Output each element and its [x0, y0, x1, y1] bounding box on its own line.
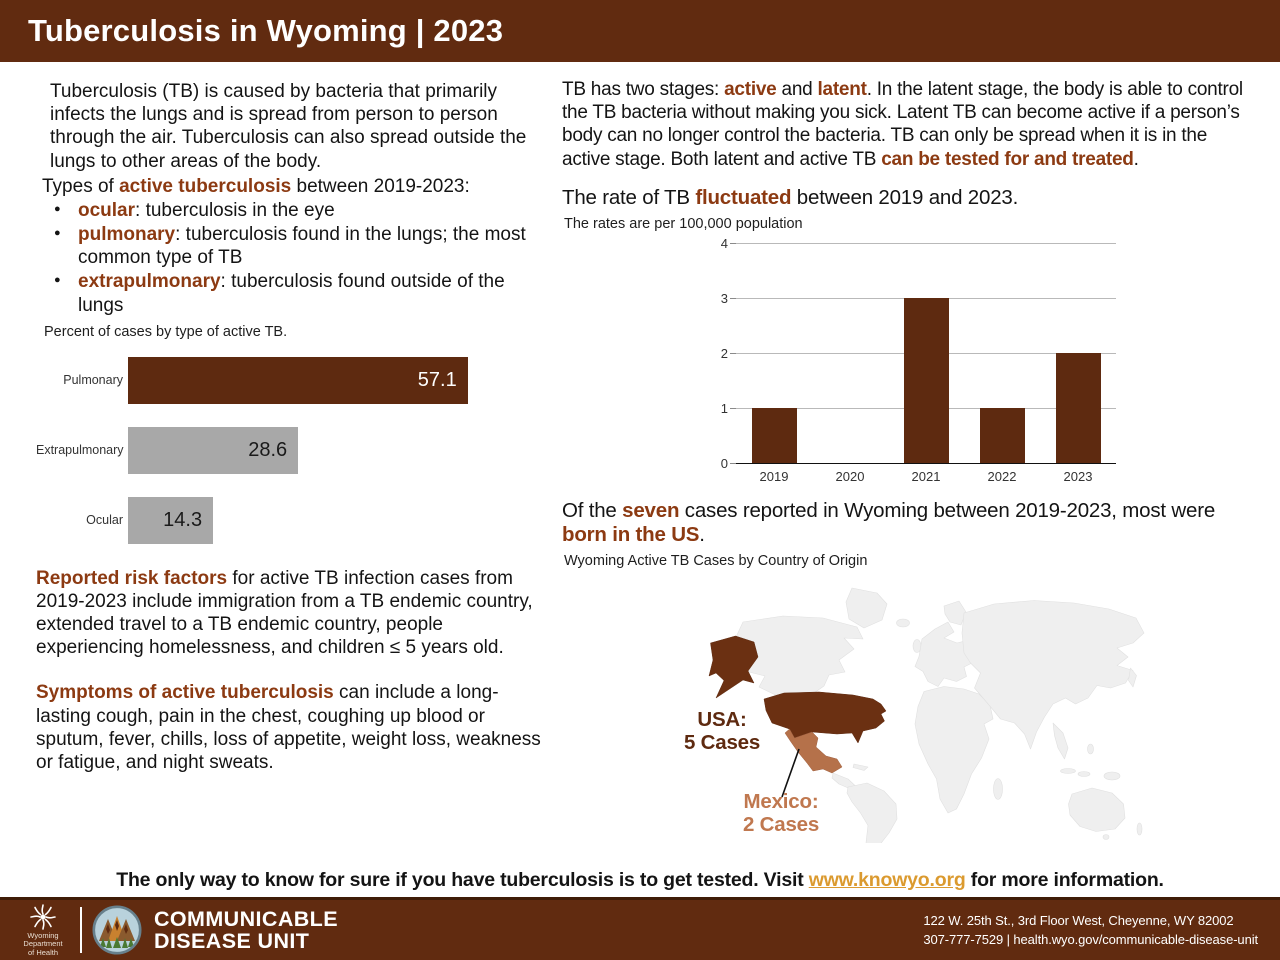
- term-pulmonary: pulmonary: [78, 224, 176, 246]
- stages-text1: TB has two stages:: [562, 79, 725, 100]
- hbar-bar: [128, 357, 468, 404]
- hbar-value-label: 57.1: [417, 368, 457, 391]
- hbar-row: [36, 497, 546, 544]
- footer-divider: [80, 907, 82, 953]
- rate-bar: [904, 298, 949, 463]
- intro-paragraph: Tuberculosis (TB) is caused by bacteria that primarily infects the lungs and is spread from person to person through the air. Tuberculosis can also spread outside the lungs to other areas of the body.: [50, 81, 527, 172]
- list-item-ocular: [54, 199, 546, 222]
- map-new-zealand: [1137, 823, 1142, 835]
- desc-ocular: : tuberculosis in the eye: [135, 199, 335, 221]
- map-asia: [962, 601, 1144, 750]
- hbar-value-label: 14.3: [163, 508, 203, 531]
- map-caribbean: [853, 764, 868, 771]
- origin-text1: Of the: [562, 499, 623, 523]
- active-tb-type-chart: [36, 357, 546, 544]
- knowyo-link[interactable]: www.knowyo.org: [808, 869, 966, 891]
- x-tick-label: 2019: [759, 469, 789, 485]
- footer-bar: [0, 897, 1280, 960]
- types-lead: [42, 175, 546, 198]
- x-tick-label: 2020: [835, 469, 865, 485]
- rate-bar: [752, 408, 797, 463]
- symptoms-paragraph: [36, 681, 541, 774]
- map-new-guinea: [1104, 772, 1120, 780]
- map-south-america: [847, 783, 897, 843]
- wyoming-health-emblem-icon: [28, 903, 58, 931]
- tagline-text2: for more information.: [965, 869, 1164, 891]
- cdu-mountains-logo-icon: [92, 905, 142, 955]
- rate-bar: [980, 408, 1025, 463]
- origin-text3: .: [699, 522, 705, 546]
- dept-line-2: Department: [23, 939, 63, 949]
- hbar-category-label: Extrapulmonary: [36, 443, 124, 458]
- footer-address: 122 W. 25th St., 3rd Floor West, Cheyenne, WY 82002: [923, 912, 1234, 928]
- mexico-map-label: [710, 791, 852, 837]
- risk-accent: Reported risk factors: [36, 567, 228, 589]
- rate-bars: [736, 244, 1116, 463]
- hbar-category-label: Ocular: [86, 513, 123, 528]
- y-tick-label: 1: [720, 401, 728, 417]
- footer-contact-block: [923, 911, 1258, 950]
- map-scandinavia: [944, 601, 966, 625]
- hbar-row: [36, 357, 546, 404]
- footer-phone-url: 307-777-7529 | health.wyo.gov/communicable-disease-unit: [923, 932, 1258, 947]
- origin-statement: [562, 499, 1222, 546]
- origin-map-caption: Wyoming Active TB Cases by Country of Origin: [564, 553, 868, 570]
- desc-pulmonary: : tuberculosis found in the lungs; the most common type of TB: [78, 224, 526, 269]
- rate-bar: [1056, 353, 1101, 463]
- map-usa: [764, 692, 886, 743]
- map-tasmania: [1103, 835, 1109, 840]
- map-greenland: [846, 588, 887, 628]
- map-australia: [1069, 788, 1126, 832]
- wyoming-health-logo: [14, 903, 72, 958]
- origin-accent-seven: seven: [622, 499, 680, 523]
- world-map: [668, 573, 1148, 841]
- map-iceland: [897, 619, 910, 627]
- hbar-bar: [128, 427, 298, 474]
- mexico-label-line1: Mexico:: [743, 790, 819, 814]
- y-tick-label: 3: [720, 291, 728, 307]
- hbar-value-label: 28.6: [248, 438, 288, 461]
- rate-chart-x-labels: [736, 469, 1116, 484]
- usa-label-line1: USA:: [697, 708, 747, 732]
- rate-chart-caption: The rates are per 100,000 population: [564, 216, 803, 233]
- list-item-pulmonary: [54, 223, 546, 269]
- risk-text: for active TB infection cases from 2019-2023 include immigration from a TB endemic country, extended travel to a TB endemic country, people experiencing homelessness, and children ≤ 5 years old.: [36, 567, 533, 659]
- map-madagascar: [994, 779, 1003, 800]
- tagline: [0, 869, 1280, 892]
- tb-rate-chart: [690, 236, 1120, 485]
- y-tick-label: 0: [720, 456, 728, 472]
- desc-extrapulmonary: : tuberculosis found outside of the lungs: [78, 271, 505, 316]
- hbar-row: [36, 427, 546, 474]
- rate-statement: [562, 186, 1258, 210]
- symptoms-accent: Symptoms of active tuberculosis: [36, 682, 334, 704]
- tagline-text1: The only way to know for sure if you have tuberculosis is to get tested. Visit: [116, 869, 809, 891]
- types-lead-text2: between 2019-2023:: [291, 175, 470, 197]
- types-lead-accent: active tuberculosis: [119, 175, 292, 197]
- page-title: Tuberculosis in Wyoming | 2023: [28, 13, 504, 48]
- stages-text3: . In the latent stage, the body is able to control the TB bacteria without making you sick. Latent TB can become active if a person’s body can no longer control the bacteria. TB can only be spread when it is in the active stage. Both latent and active TB: [562, 79, 1243, 170]
- stages-text2: and: [776, 79, 818, 100]
- term-ocular: ocular: [78, 199, 136, 221]
- symptoms-text: can include a long-lasting cough, pain in the chest, coughing up blood or sputum, fever, chills, loss of appetite, weight loss, weakness or fatigue, and night sweats.: [36, 682, 541, 773]
- usa-map-label: [668, 709, 776, 755]
- usa-label-line2: 5 Cases: [683, 731, 761, 755]
- map-indonesia-1: [1061, 769, 1076, 774]
- y-tick-label: 2: [720, 346, 728, 362]
- rate-text2: between 2019 and 2023.: [791, 185, 1019, 209]
- origin-text2: cases reported in Wyoming between 2019-2023, most were: [679, 499, 1216, 523]
- x-tick-label: 2022: [987, 469, 1017, 485]
- rate-chart-plot: [720, 236, 1116, 472]
- org-name: [154, 908, 338, 952]
- y-tick: [730, 463, 736, 464]
- map-philippines: [1088, 744, 1094, 754]
- org-name-line2: DISEASE UNIT: [154, 929, 310, 953]
- type-chart-rows: [36, 357, 546, 544]
- term-extrapulmonary: extrapulmonary: [78, 271, 221, 293]
- org-name-line1: COMMUNICABLE: [154, 906, 338, 931]
- origin-accent-born: born in the US: [562, 522, 700, 546]
- rate-accent: fluctuated: [695, 185, 792, 209]
- hbar-category-label: Pulmonary: [63, 373, 123, 388]
- types-lead-text: Types of: [42, 175, 120, 197]
- y-tick-label: 4: [720, 236, 728, 252]
- rate-text1: The rate of TB: [562, 185, 696, 209]
- risk-factors-paragraph: [36, 567, 541, 660]
- header-bar: [0, 0, 1280, 62]
- dept-line-1: Wyoming: [27, 930, 59, 940]
- map-africa: [915, 687, 993, 814]
- map-indonesia-2: [1078, 772, 1090, 777]
- map-se-asia: [1053, 723, 1068, 759]
- left-column: [36, 80, 546, 774]
- map-alaska: [709, 636, 758, 698]
- stages-paragraph: [562, 78, 1258, 171]
- stages-accent-active: active: [724, 79, 777, 100]
- hbar-bar: [128, 497, 213, 544]
- type-chart-caption: Percent of cases by type of active TB.: [44, 323, 288, 340]
- x-tick-label: 2021: [911, 469, 941, 485]
- stages-accent-tested: can be tested for and treated: [881, 148, 1134, 170]
- mexico-label-line2: 2 Cases: [742, 813, 820, 837]
- right-column: [562, 78, 1258, 841]
- dept-line-3: of Health: [27, 947, 59, 957]
- list-item-extrapulmonary: [54, 270, 546, 316]
- x-tick-label: 2023: [1063, 469, 1093, 485]
- stages-text4: .: [1133, 148, 1139, 170]
- stages-accent-latent: latent: [817, 79, 867, 100]
- tb-types-list: [54, 199, 546, 317]
